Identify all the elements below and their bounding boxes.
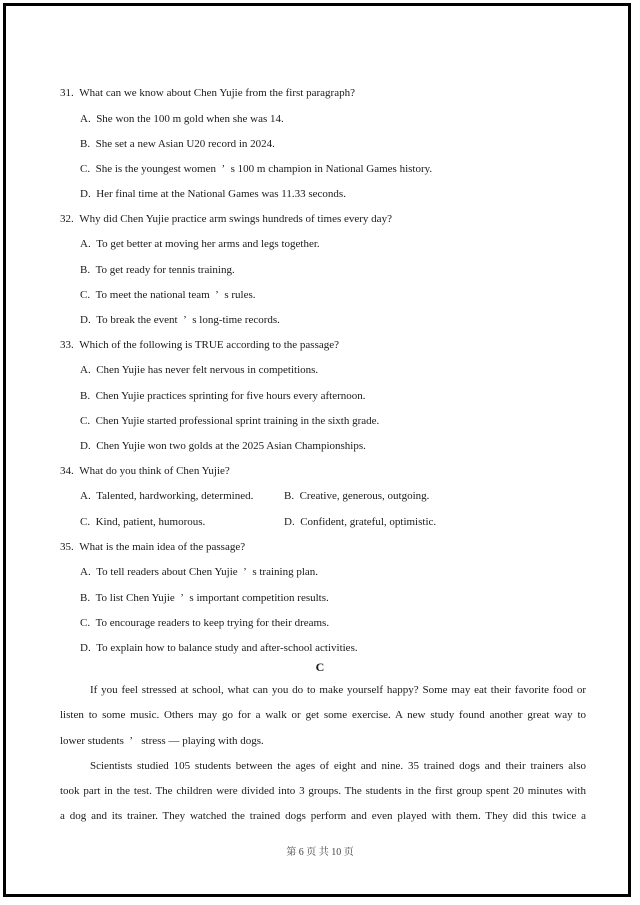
section-heading-c: C (315, 660, 325, 674)
question-35-option-b: B. To list Chen Yujie ’ s important competition results. (80, 592, 329, 604)
question-35-option-c: C. To encourage readers to keep trying for their dreams. (80, 617, 330, 629)
question-32-option-b: B. To get ready for tennis training. (80, 264, 235, 276)
question-34-stem: 34. What do you think of Chen Yujie? (60, 465, 230, 477)
question-35-option-d: D. To explain how to balance study and after-school activities. (80, 642, 358, 654)
question-32-option-c: C. To meet the national team ’ s rules. (80, 289, 256, 301)
question-31-option-a: A. She won the 100 m gold when she was 14. (80, 113, 284, 125)
question-35-stem: 35. What is the main idea of the passage? (60, 541, 246, 553)
question-33-option-b: B. Chen Yujie practices sprinting for five hours every afternoon. (80, 390, 366, 402)
question-34-option-d: D. Confident, grateful, optimistic. (284, 516, 437, 528)
passage-line: took part in the test. The children were divided into 3 groups. The students in the first group spent 20 minutes with (60, 785, 586, 797)
question-34-option-a: A. Talented, hardworking, determined. (80, 490, 254, 502)
question-33-option-c: C. Chen Yujie started professional sprint training in the sixth grade. (80, 415, 380, 427)
passage-line: lower students ’ stress — playing with dogs. (60, 735, 264, 747)
question-31-option-d: D. Her final time at the National Games was 11.33 seconds. (80, 188, 346, 200)
question-34-option-c: C. Kind, patient, humorous. (80, 516, 206, 528)
question-33-option-a: A. Chen Yujie has never felt nervous in competitions. (80, 364, 319, 376)
passage-line: Scientists studied 105 students between the ages of eight and nine. 35 trained dogs and their trainers also (90, 760, 586, 772)
question-33-stem: 33. Which of the following is TRUE according to the passage? (60, 339, 340, 351)
question-35-option-a: A. To tell readers about Chen Yujie ’ s training plan. (80, 566, 319, 578)
page-number-footer: 第 6 页 共 10 页 (286, 847, 354, 858)
passage-line: a dog and its trainer. They watched the trained dogs perform and even played with them. They did this twice a (60, 810, 586, 822)
question-33-option-d: D. Chen Yujie won two golds at the 2025 Asian Championships. (80, 440, 366, 452)
question-31-stem: 31. What can we know about Chen Yujie from the first paragraph? (60, 87, 355, 99)
passage-line: If you feel stressed at school, what can you do to make yourself happy? Some may eat their favorite food or (90, 684, 586, 696)
question-34-option-b: B. Creative, generous, outgoing. (284, 490, 430, 502)
question-31-option-c: C. She is the youngest women ’ s 100 m champion in National Games history. (80, 163, 433, 175)
exam-page (3, 3, 631, 897)
question-31-option-b: B. She set a new Asian U20 record in 2024. (80, 138, 275, 150)
passage-line: listen to some music. Others may go for a walk or get some exercise. A new study found another great way to (60, 709, 586, 721)
question-32-option-d: D. To break the event ’ s long-time records. (80, 314, 280, 326)
question-32-stem: 32. Why did Chen Yujie practice arm swings hundreds of times every day? (60, 213, 392, 225)
question-32-option-a: A. To get better at moving her arms and legs together. (80, 238, 320, 250)
